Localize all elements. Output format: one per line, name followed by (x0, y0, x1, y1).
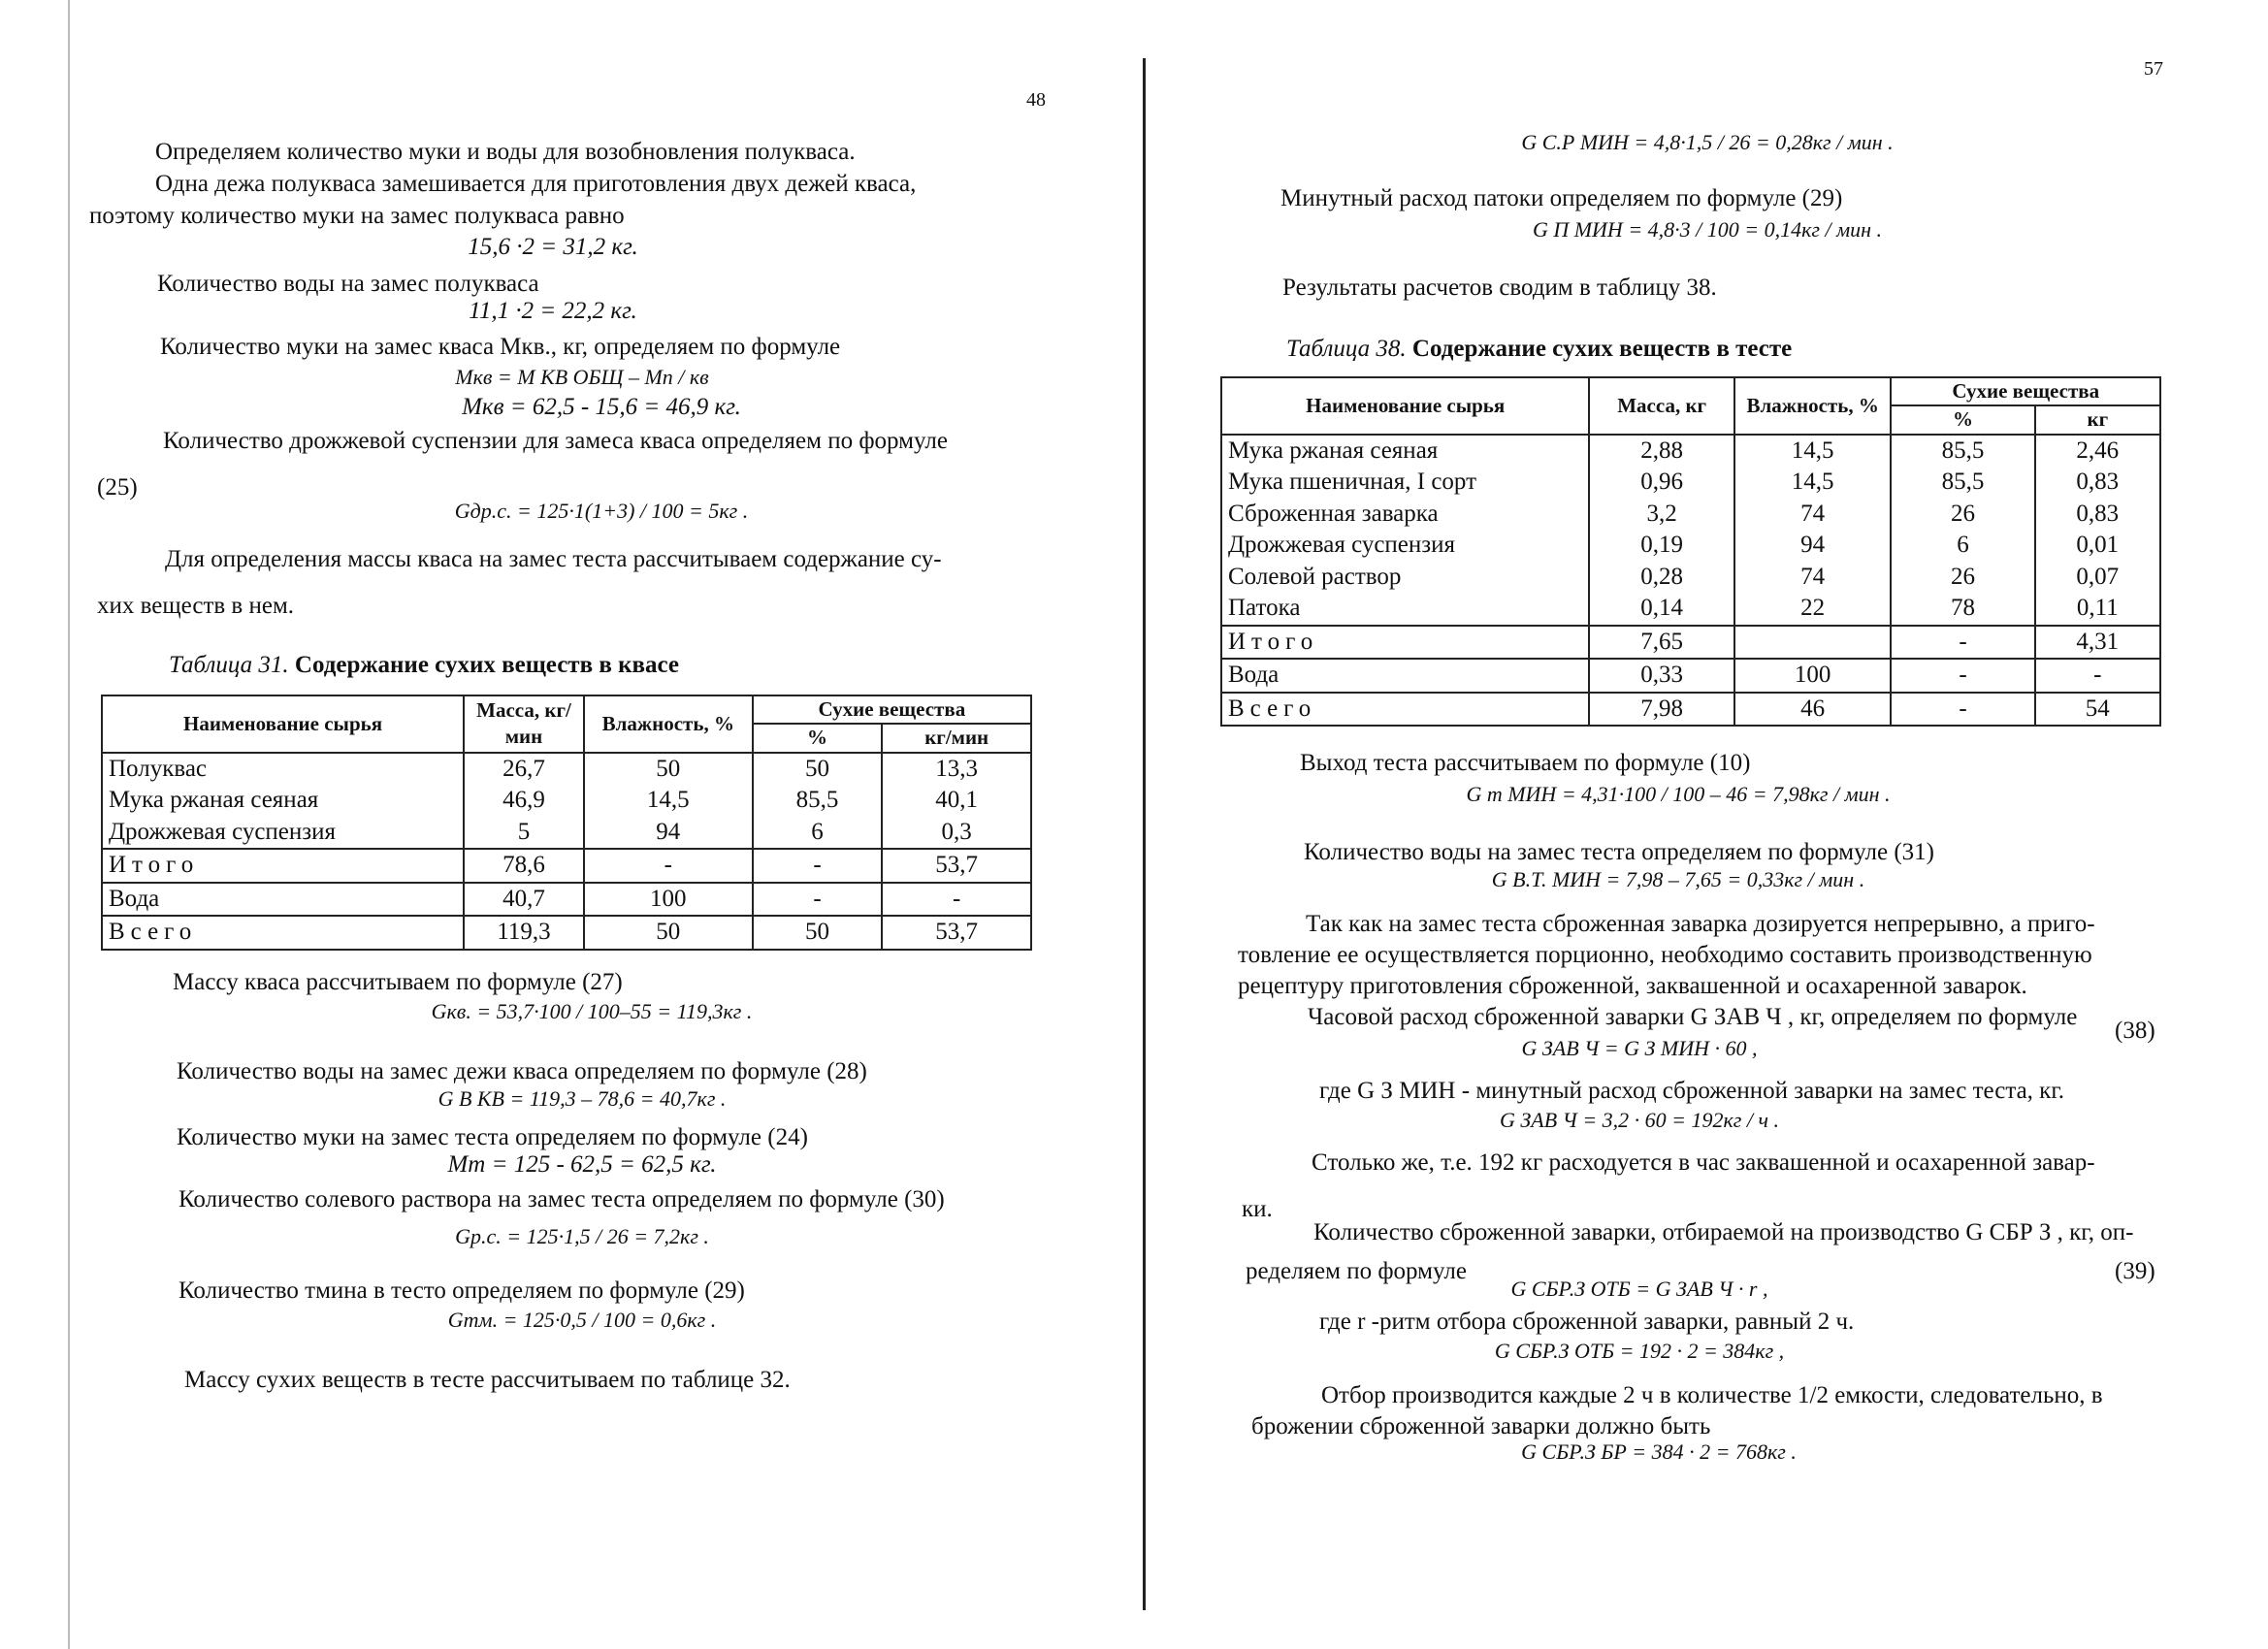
formula: 15,6 ·2 = 31,2 кг. (468, 234, 638, 260)
cell-mass: 119,3 (464, 916, 584, 950)
col-header-name: Наименование сырья (102, 695, 464, 753)
formula: Мкв = M КВ ОБЩ – Мп / кв (455, 365, 709, 389)
right-page (1145, 0, 2268, 1649)
cell-text: Сброженная заварка (1228, 500, 1439, 527)
cell-text: 78 (1951, 595, 1976, 622)
cell-text: 5 (517, 818, 531, 845)
cell-name: Всего (102, 916, 464, 950)
cell-text: Дрожжевая суспензия (109, 818, 337, 845)
formula: G т МИН = 4,31·100 / 100 – 46 = 7,98кг / мин . (1466, 782, 1891, 806)
table-row (1221, 435, 2160, 626)
cell-name: Всего (1221, 693, 1589, 727)
text-line: Количество муки на замес теста определяем по формуле (24) (177, 1124, 808, 1150)
text-line: Количество муки на замес кваса Мкв., кг, определяем по формуле (160, 334, 841, 360)
text-line: Массу сухих веществ в тесте рассчитываем по таблице 32. (184, 1367, 791, 1393)
data-table (101, 695, 1032, 951)
cell-moisture: 46 (1734, 693, 1892, 727)
cell-text: 0,07 (2076, 563, 2120, 590)
cell-text: 40,1 (935, 787, 979, 814)
table-row (1221, 693, 2160, 727)
cell-moisture: 50 (584, 916, 753, 950)
cell-text: 22 (1800, 595, 1826, 622)
formula: G СБР.З ОТБ = 192 · 2 = 384кг , (1494, 1339, 1785, 1363)
cell-name (102, 753, 464, 850)
cell-kg: 4,31 (2035, 626, 2160, 660)
col-header-dry: Сухие вещества (1891, 377, 2160, 405)
cell-mass (1589, 435, 1733, 626)
cell-kg (882, 753, 1031, 850)
cell-moisture: 100 (584, 883, 753, 917)
cell-text: 74 (1800, 500, 1826, 527)
table-caption (169, 652, 679, 679)
text-line: Количество тмина в тесто определяем по формуле (29) (178, 1277, 745, 1304)
text-line: брожении сброженной заварки должно быть (1251, 1413, 1711, 1439)
formula: G П МИН = 4,8·3 / 100 = 0,14кг / мин . (1532, 217, 1883, 242)
text-line: Для определения массы кваса на замес теста рассчитываем содержание су- (165, 546, 942, 572)
cell-text: 74 (1800, 563, 1826, 590)
cell-text: 3,2 (1646, 500, 1677, 527)
page-number: 57 (2144, 58, 2163, 80)
text-line: Часовой расход сброженной заварки G ЗАВ Ч , кг, определяем по формуле (1308, 1004, 2078, 1030)
cell-text: 0,01 (2076, 532, 2120, 559)
cell-moisture (1734, 626, 1892, 660)
cell-kg: - (2035, 659, 2160, 693)
cell-text: 26 (1951, 563, 1976, 590)
cell-name: Итого (1221, 626, 1589, 660)
table-row (102, 883, 1031, 917)
cell-text: Мука пшеничная, I сорт (1228, 469, 1477, 496)
cell-mass: 40,7 (464, 883, 584, 917)
cell-kg: 54 (2035, 693, 2160, 727)
cell-text: Мука ржаная сеяная (1228, 436, 1439, 464)
cell-text: 0,96 (1640, 469, 1684, 496)
cell-pct: 50 (753, 916, 883, 950)
cell-text: 0,11 (2076, 595, 2119, 622)
cell-kg: 53,7 (882, 849, 1031, 883)
cell-text: 6 (1957, 532, 1969, 559)
cell-kg (2035, 435, 2160, 626)
cell-text: 0,3 (941, 818, 972, 845)
cell-text: 85,5 (795, 787, 839, 814)
cell-text: 0,28 (1640, 563, 1684, 590)
cell-mass (464, 753, 584, 850)
cell-text: 50 (656, 755, 681, 782)
cell-text: 14,5 (1791, 436, 1834, 464)
table-row (1221, 626, 2160, 660)
table-row (102, 849, 1031, 883)
text-line: Количество воды на замес теста определяем по формуле (31) (1304, 839, 1934, 865)
data-table (1220, 376, 2161, 727)
formula: 11,1 ·2 = 22,2 кг. (469, 298, 637, 324)
cell-text: Солевой раствор (1228, 563, 1402, 590)
cell-text: 50 (805, 755, 830, 782)
text-line: Так как на замес теста сброженная заварка дозируется непрерывно, а приго- (1306, 911, 2095, 937)
text-line: ределяем по формуле (1246, 1258, 1467, 1284)
table-caption-title: Содержание сухих веществ в квасе (294, 652, 679, 678)
table-caption-number: Таблица 38. (1286, 336, 1407, 362)
cell-pct: - (1891, 693, 2034, 727)
cell-text: 0,83 (2076, 469, 2120, 496)
formula: Мт = 125 - 62,5 = 62,5 кг. (447, 1151, 717, 1178)
text-line: Выход теста рассчитываем по формуле (10) (1300, 750, 1751, 776)
text-line: где G З МИН - минутный расход сброженной заварки на замес теста, кг. (1319, 1078, 2065, 1104)
col-header-name: Наименование сырья (1221, 377, 1589, 435)
cell-mass: 78,6 (464, 849, 584, 883)
cell-text: 2,88 (1640, 436, 1684, 464)
cell-text: 14,5 (646, 787, 690, 814)
text-line: Количество воды на замес полукваса (157, 271, 539, 297)
formula: Мкв = 62,5 - 15,6 = 46,9 кг. (462, 394, 741, 420)
cell-text: 14,5 (1791, 469, 1834, 496)
text-line: где r -ритм отбора сброженной заварки, равный 2 ч. (1319, 1309, 1855, 1335)
formula: G В.Т. МИН = 7,98 – 7,65 = 0,33кг / мин . (1491, 867, 1865, 891)
formula: Gр.с. = 125·1,5 / 26 = 7,2кг . (455, 1224, 709, 1248)
text-line: Количество дрожжевой суспензии для замеса кваса определяем по формуле (163, 428, 948, 454)
formula: Gкв. = 53,7·100 / 100–55 = 119,3кг . (431, 999, 753, 1023)
text-line: Массу кваса рассчитываем по формуле (27) (173, 969, 623, 995)
text-line: Количество солевого раствора на замес теста определяем по формуле (30) (178, 1186, 945, 1212)
text-line: Количество сброженной заварки, отбираемой на производство G СБР З , кг, оп- (1313, 1219, 2134, 1245)
cell-mass: 0,33 (1589, 659, 1733, 693)
text-line: Столько же, т.е. 192 кг расходуется в час заквашенной и осахаренной завар- (1312, 1149, 2095, 1176)
col-header-mass: Масса, кг/мин (464, 695, 584, 753)
cell-text: 0,83 (2076, 500, 2120, 527)
table-caption-number: Таблица 31. (169, 652, 289, 678)
cell-text: 85,5 (1941, 436, 1985, 464)
page-number: 48 (1026, 89, 1046, 111)
table-row (1221, 659, 2160, 693)
text-line: товление ее осуществляется порционно, необходимо составить производственную (1238, 942, 2092, 968)
table-caption (1286, 336, 1792, 363)
table-row (102, 916, 1031, 950)
cell-moisture (584, 753, 753, 850)
cell-text: 6 (811, 818, 824, 845)
cell-pct (1891, 435, 2034, 626)
table-caption-title: Содержание сухих веществ в тесте (1411, 336, 1793, 362)
formula: Gдр.с. = 125·1(1+3) / 100 = 5кг . (454, 499, 749, 523)
cell-text: Дрожжевая суспензия (1228, 532, 1456, 559)
cell-pct: - (1891, 626, 2034, 660)
text-line: поэтому количество муки на замес полукваса равно (89, 203, 625, 229)
col-header-moisture: Влажность, % (584, 695, 753, 753)
cell-mass: 7,65 (1589, 626, 1733, 660)
col-header-dry: Сухие вещества (753, 695, 1031, 724)
cell-name: Вода (1221, 659, 1589, 693)
text-line: (25) (97, 474, 138, 501)
cell-kg: 53,7 (882, 916, 1031, 950)
cell-pct: - (753, 883, 883, 917)
cell-text: 94 (656, 818, 681, 845)
cell-text: 26 (1951, 500, 1976, 527)
formula: G ЗАВ Ч = G З МИН · 60 , (1521, 1036, 1758, 1060)
formula: G В КВ = 119,3 – 78,6 = 40,7кг . (437, 1086, 727, 1111)
cell-text: Патока (1228, 595, 1301, 622)
text-line: Результаты расчетов сводим в таблицу 38. (1282, 275, 1717, 301)
formula: G СБР.З ОТБ = G ЗАВ Ч · r , (1510, 1277, 1768, 1301)
text-line: хих веществ в нем. (97, 593, 295, 619)
cell-text: 0,14 (1640, 595, 1684, 622)
cell-pct: - (753, 849, 883, 883)
text-line: Минутный расход патоки определяем по формуле (29) (1280, 185, 1843, 211)
text-line: Одна дежа полукваса замешивается для приготовления двух дежей кваса, (155, 171, 917, 197)
equation-number: (39) (2115, 1258, 2155, 1284)
cell-pct (753, 753, 883, 850)
cell-text: Мука ржаная сеяная (109, 787, 319, 814)
cell-text: 26,7 (502, 755, 545, 782)
cell-text: Полуквас (109, 755, 208, 782)
cell-mass: 7,98 (1589, 693, 1733, 727)
cell-moisture: - (584, 849, 753, 883)
col-header-mass: Масса, кг (1589, 377, 1733, 435)
col-header-pct: % (753, 724, 883, 752)
cell-name: Вода (102, 883, 464, 917)
cell-text: 94 (1800, 532, 1826, 559)
text-line: Определяем количество муки и воды для возобновления полукваса. (155, 139, 856, 165)
formula: G С.Р МИН = 4,8·1,5 / 26 = 0,28кг / мин . (1521, 130, 1894, 154)
cell-text: 46,9 (502, 787, 545, 814)
cell-text: 13,3 (935, 755, 979, 782)
col-header-unit: кг/мин (882, 724, 1031, 752)
col-header-pct: % (1891, 405, 2034, 434)
cell-name: Итого (102, 849, 464, 883)
text-line: Отбор производится каждые 2 ч в количестве 1/2 емкости, следовательно, в (1321, 1382, 2103, 1408)
cell-text: 2,46 (2076, 436, 2120, 464)
formula: Gтм. = 125·0,5 / 100 = 0,6кг . (447, 1308, 717, 1332)
text-line: Количество воды на замес дежи кваса определяем по формуле (28) (177, 1058, 867, 1084)
col-header-moisture: Влажность, % (1734, 377, 1892, 435)
cell-name (1221, 435, 1589, 626)
text-line: ки. (1242, 1196, 1273, 1222)
cell-pct: - (1891, 659, 2034, 693)
cell-moisture: 100 (1734, 659, 1892, 693)
formula: G СБР.З БР = 384 · 2 = 768кг . (1521, 1439, 1797, 1464)
table-row (102, 753, 1031, 850)
text-line: рецептуру приготовления сброженной, заквашенной и осахаренной заварок. (1238, 973, 2027, 999)
cell-moisture (1734, 435, 1892, 626)
cell-text: 85,5 (1941, 469, 1985, 496)
cell-text: 0,19 (1640, 532, 1684, 559)
formula: G ЗАВ Ч = 3,2 · 60 = 192кг / ч . (1500, 1108, 1779, 1132)
col-header-unit: кг (2035, 405, 2160, 434)
equation-number: (38) (2115, 1018, 2155, 1044)
cell-kg: - (882, 883, 1031, 917)
